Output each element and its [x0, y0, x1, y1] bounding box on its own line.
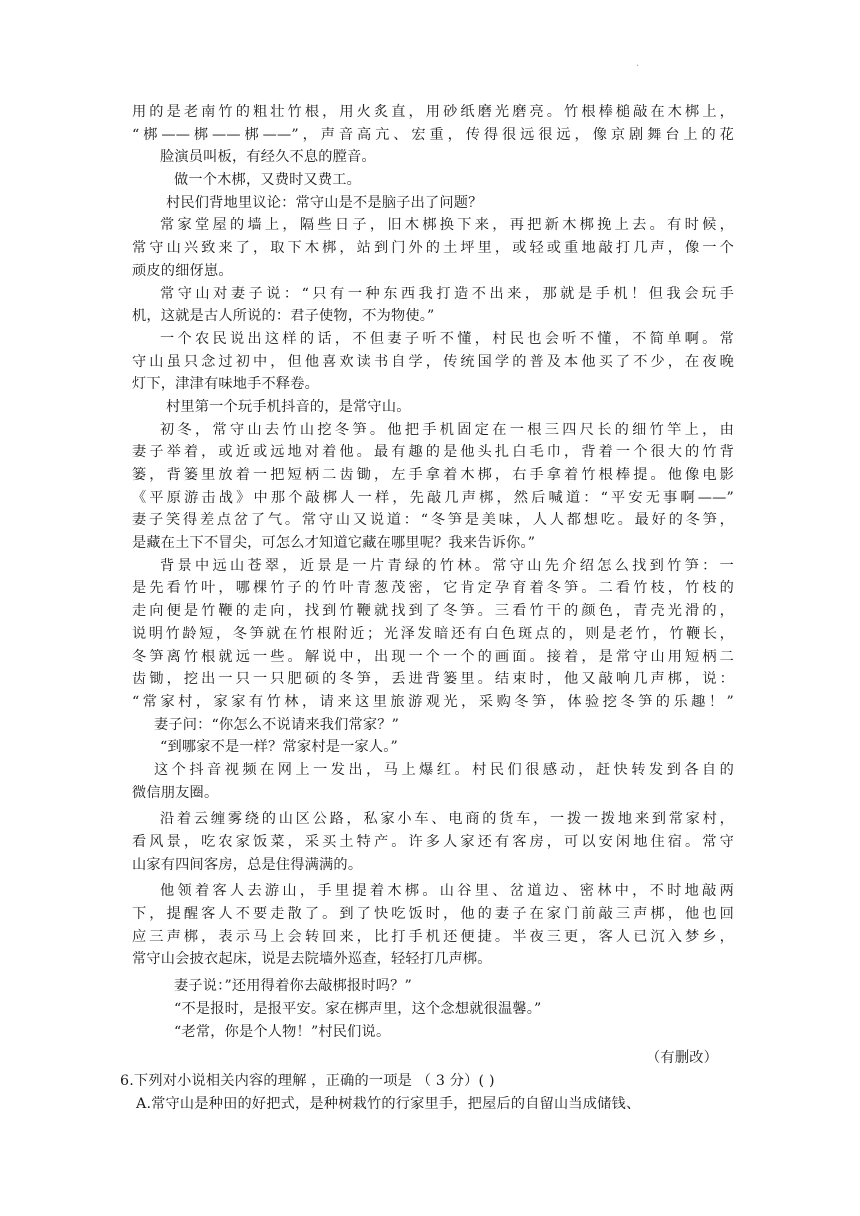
text-line: 看风景，吃农家饭菜，采买土特产。许多人家还有客房，可以安闲地住宿。常守 — [132, 834, 734, 850]
text-line: 下，提醒客人不要走散了。到了快吃饭时，他的妻子在家门前敲三声梆，他也回 — [132, 906, 734, 923]
text-line: 做一个木梆，又费时又费工。 — [174, 172, 362, 189]
text-line: 沿着云缠雾绕的山区公路，私家小车、电商的货车，一拨一拨地来到常家村， — [160, 811, 734, 828]
text-line: 是先看竹叶，哪棵竹子的竹叶青葱茂密，它肯定孕育着冬笋。二看竹枝，竹枝的 — [132, 580, 734, 597]
text-line: 篓，背篓里放着一把短柄二齿锄，左手拿着木梆，右手拿着竹根棒提。他像电影 — [132, 467, 734, 483]
text-line: “常家村，家家有竹林，请来这里旅游观光，采购冬笋，体验挖冬笋的乐趣！” — [132, 693, 734, 710]
option-a: A.常守山是种田的好把式，是种树栽竹的行家里手，把屋后的自留山当成储钱、 — [136, 1095, 641, 1112]
text-line: 走向便是竹鞭的走向，找到竹鞭就找到了冬笋。三看竹干的颜色，青壳光滑的， — [132, 603, 734, 620]
text-line: 微信朋友圈。 — [132, 784, 219, 801]
text-line: 村里第一个玩手机抖音的，是常守山。 — [166, 398, 411, 415]
text-line: 常守山对妻子说：“只有一种东西我打造不出来，那就是手机！但我会玩手 — [160, 285, 734, 302]
text-line: 初冬，常守山去竹山挖冬笋。他把手机固定在一根三四尺长的细竹竿上，由 — [160, 421, 734, 438]
text-line: 《平原游击战》中那个敲梆人一样，先敲几声梆，然后喊道：“平安无事啊——” — [132, 489, 734, 506]
text-line: “不是报时，是报平安。家在梆声里，这个念想就很温馨。” — [174, 1000, 542, 1017]
text-line: 村民们背地里议论：常守山是不是脑子出了问题？ — [166, 194, 483, 211]
text-line: “梆——梆——梆——”，声音高亢、宏重，传得很远很远，像京剧舞台上的花 — [132, 126, 734, 143]
text-line: 这个抖音视频在网上一发出，马上爆红。村民们很感动，赶快转发到各自的 — [154, 761, 734, 778]
text-line: 背景中远山苍翠，近景是一片青绿的竹林。常守山先介绍怎么找到竹笋：一 — [160, 557, 734, 574]
text-line: 他领着客人去游山，手里提着木梆。山谷里、岔道边、密林中，不时地敲两 — [160, 883, 734, 900]
text-line: 冬笋离竹根就远一些。解说中，出现一个一个的画面。接着，是常守山用短柄二 — [132, 648, 734, 665]
text-line: 常家堂屋的墙上，隔些日子，旧木梆换下来，再把新木梆挽上去。有时候， — [160, 217, 734, 234]
text-line: 妻子问：“你怎么不说请来我们常家？” — [154, 716, 400, 733]
text-line: 顽皮的细伢崽。 — [132, 262, 233, 279]
text-line: “到哪家不是一样？常家村是一家人。” — [160, 739, 399, 756]
question-stem: 6.下列对小说相关内容的理解 ，正确的一项是 （ 3 分）( ) — [120, 1072, 495, 1089]
text-line: “老常，你是个人物！”村民们说。 — [174, 1023, 391, 1040]
text-line: 应三声梆，表示马上会转回来，比打手机还便捷。半夜三更，客人已沉入梦乡， — [132, 928, 734, 945]
text-line: 妻子说：”还用得着你去敲梆报时吗？” — [174, 978, 413, 995]
text-line: 是藏在土下不冒尖，可怎么才知道它藏在哪里呢？我来告诉你。” — [132, 535, 536, 552]
text-line: 说明竹龄短，冬笋就在竹根附近；光泽发暗还有白色斑点的，则是老竹，竹鞭长， — [132, 625, 734, 642]
source-note: （有删改） — [646, 1050, 718, 1067]
text-line: 妻子举着，或近或远地对着他。最有趣的是他头扎白毛巾，背着一个很大的竹背 — [132, 444, 734, 461]
text-line: 一个农民说出这样的话，不但妻子听不懂，村民也会听不懂，不简单啊。常 — [160, 330, 734, 347]
text-line: 妻子笑得差点岔了气。常守山又说道：“冬笋是美味，人人都想吃。最好的冬笋， — [132, 512, 734, 529]
text-line: 机，这就是古人所说的：君子使物，不为物使。” — [132, 308, 435, 325]
text-line: 用的是老南竹的粗壮竹根，用火炙直，用砂纸磨光磨亮。竹根棒槌敲在木梆上， — [132, 104, 734, 120]
text-line: 灯下，津津有味地手不释卷。 — [132, 376, 320, 393]
header-mark: . — [636, 58, 640, 69]
text-line: 齿锄，挖出一只一只肥硕的冬笋，丢进背篓里。结束时，他又敲响几声梆，说： — [132, 671, 734, 688]
article-body — [120, 101, 734, 1115]
text-line: 守山虽只念过初中，但他喜欢读书自学，传统国学的普及本他买了不少，在夜晚 — [132, 353, 734, 370]
text-line: 常守山兴致来了，取下木梆，站到门外的土坪里，或轻或重地敲打几声，像一个 — [132, 240, 734, 257]
text-line: 山家有四间客房，总是住得满满的。 — [132, 856, 363, 873]
text-line: 常守山会披衣起床，说是去院墙外巡查，轻轻打几声梆。 — [132, 951, 492, 968]
text-line: 脸演员叫板，有经久不息的膛音。 — [160, 149, 376, 166]
